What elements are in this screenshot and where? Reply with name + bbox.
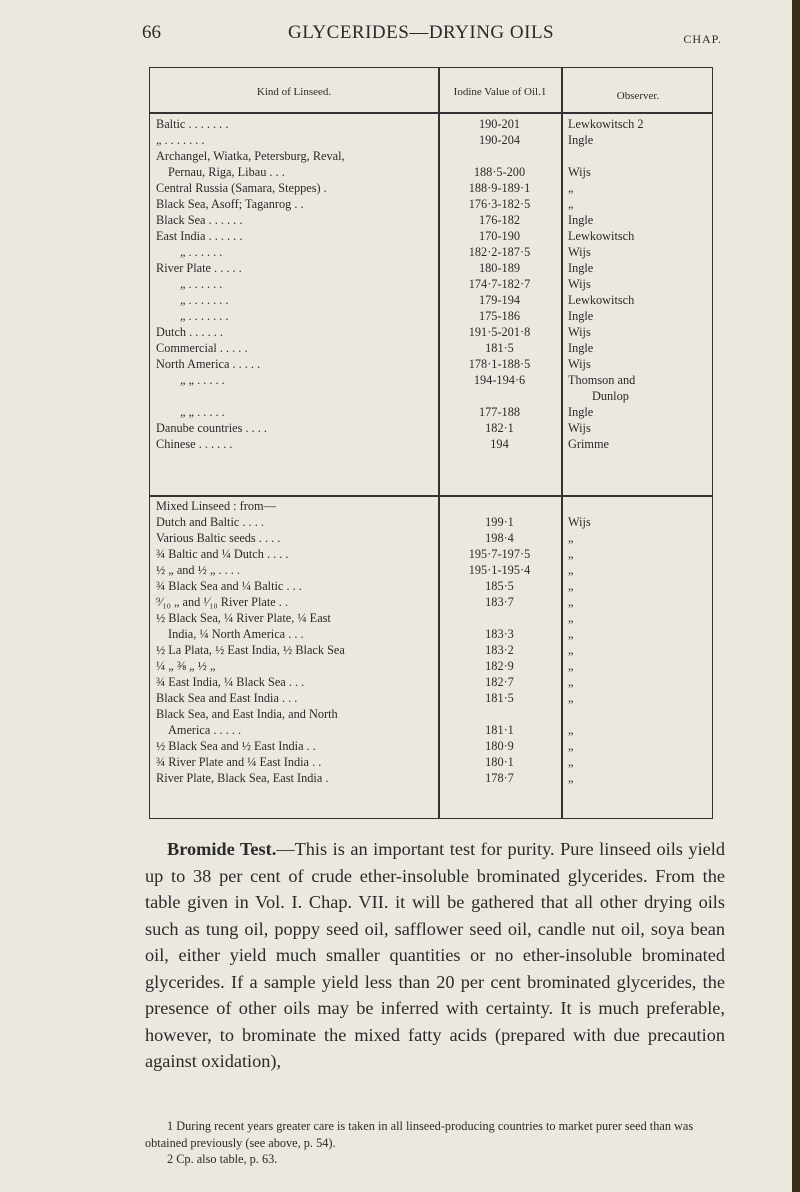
table-row-value: 182·2-187·5 [468, 245, 531, 259]
table-row-kind: Archangel, Wiatka, Petersburg, Reval, [156, 149, 345, 163]
table-row-observer [568, 148, 708, 164]
table-row-kind: India, ¼ North America . . . [168, 627, 304, 641]
table-row-kind: „ . . . . . . . [180, 309, 229, 323]
table-row-kind: ¼ „ ⅜ „ ½ „ [156, 659, 216, 673]
table-row-value: 185·5 [485, 579, 514, 593]
table-row-value: 190-204 [479, 133, 520, 147]
table-row-value: 183·2 [485, 643, 514, 657]
table-row-value: 195·1-195·4 [468, 563, 531, 577]
footnotes [145, 1118, 725, 1168]
table-row-observer: Wijs [568, 245, 591, 259]
table-row-value: 182·1 [485, 421, 514, 435]
table-row-kind: ¾ East India, ¼ Black Sea . . . [156, 675, 305, 689]
table-row-observer: Lewkowitsch 2 [568, 117, 644, 131]
table-row-observer: „ [568, 181, 574, 195]
page-header [142, 22, 722, 52]
table-row-kind: ¾ Baltic and ¼ Dutch . . . . [156, 547, 289, 561]
table-row-observer: „ [568, 675, 574, 689]
table-row-value: 183·3 [485, 627, 514, 641]
body-paragraph [145, 836, 725, 1075]
table-row-value: 180·1 [485, 755, 514, 769]
table-row-observer: Wijs [568, 325, 591, 339]
linseed-iodine-table [149, 67, 713, 819]
table-row-kind: River Plate, Black Sea, East India . [156, 771, 329, 785]
table-row-observer: Thomson and [568, 373, 636, 387]
table-row-kind: Black Sea . . . . . . [156, 213, 243, 227]
table-row-observer: „ [568, 563, 574, 577]
table-row-value: 174·7-182·7 [468, 277, 531, 291]
table-row-observer: Wijs [568, 421, 591, 435]
table-row-value: 198·4 [485, 531, 514, 545]
table-row-value: 178·7 [485, 771, 514, 785]
table-row-observer: „ [568, 659, 574, 673]
table-row-value: 176·3-182·5 [468, 197, 531, 211]
kind-column-section2 [156, 498, 436, 786]
table-row-value: 181·5 [485, 691, 514, 705]
table-row-kind [156, 388, 436, 404]
table-row-value: 188·9-189·1 [468, 181, 531, 195]
table-row-observer: „ [568, 531, 574, 545]
table-row-kind: ½ Black Sea and ½ East India . . [156, 739, 316, 753]
kind-column-section1 [156, 116, 436, 452]
table-row-observer: Grimme [568, 437, 609, 451]
table-row-kind: Chinese . . . . . . [156, 437, 233, 451]
footnote: 2 Cp. also table, p. 63. [167, 1152, 278, 1166]
table-row-observer: Ingle [568, 341, 594, 355]
table-row-kind: ¾ River Plate and ¼ East India . . [156, 755, 322, 769]
table-row-kind: „ „ . . . . . [180, 405, 225, 419]
table-row-value [440, 498, 559, 514]
table-row-kind: Dutch and Baltic . . . . [156, 515, 264, 529]
table-row-kind: Mixed Linseed : from— [156, 499, 276, 513]
table-row-value: 175-186 [479, 309, 520, 323]
table-row-kind: Black Sea, Asoff; Taganrog . . [156, 197, 304, 211]
section-rule [150, 495, 712, 497]
column-divider [561, 68, 563, 818]
table-row-value: 180-189 [479, 261, 520, 275]
table-row-kind: „ . . . . . . . [180, 293, 229, 307]
table-row-observer: „ [568, 771, 574, 785]
table-row-value [440, 388, 559, 404]
running-title: GLYCERIDES—DRYING OILS [288, 22, 555, 43]
table-row-kind: „ . . . . . . [180, 245, 223, 259]
table-row-value [440, 706, 559, 722]
table-row-observer: „ [568, 197, 574, 211]
page-number: 66 [142, 22, 161, 43]
table-row-observer: Lewkowitsch [568, 293, 635, 307]
header-rule [150, 112, 712, 114]
table-row-observer: Ingle [568, 133, 594, 147]
table-row-observer: „ [568, 755, 574, 769]
table-row-kind: Dutch . . . . . . [156, 325, 223, 339]
table-row-kind: River Plate . . . . . [156, 261, 242, 275]
table-row-observer: „ [568, 723, 574, 737]
table-row-kind: „ . . . . . . . [156, 133, 205, 147]
table-row-observer: Ingle [568, 261, 594, 275]
table-row-kind: ½ „ and ½ „ . . . . [156, 563, 241, 577]
iodine-column-section2 [440, 498, 559, 786]
table-row-value: 177-188 [479, 405, 520, 419]
table-row-value: 194-194·6 [473, 373, 526, 387]
table-row-value: 194 [490, 437, 509, 451]
table-row-kind: Various Baltic seeds . . . . [156, 531, 281, 545]
table-row-observer: „ [568, 691, 574, 705]
table-row-kind: Central Russia (Samara, Steppes) . [156, 181, 327, 195]
table-row-observer: „ [568, 739, 574, 753]
table-row-value: 182·7 [485, 675, 514, 689]
table-row-value: 182·9 [485, 659, 514, 673]
page-edge [792, 0, 800, 1192]
table-row-observer: „ [568, 595, 574, 609]
table-row-kind: Pernau, Riga, Libau . . . [168, 165, 285, 179]
footnote: 1 During recent years greater care is taken in all linseed-producing countries to market purer seed than was obtained previously (see above, p. 54). [145, 1119, 694, 1150]
table-row-observer: Wijs [568, 165, 591, 179]
table-row-observer: „ [568, 611, 574, 625]
table-row-kind: America . . . . . [168, 723, 242, 737]
table-row-value: 179-194 [479, 293, 520, 307]
chapter-label: CHAP. [683, 32, 722, 46]
table-row-observer: Wijs [568, 357, 591, 371]
table-row-value: 183·7 [485, 595, 514, 609]
table-row-kind: East India . . . . . . [156, 229, 243, 243]
table-row-kind: Commercial . . . . . [156, 341, 248, 355]
observer-column-section2 [568, 498, 708, 786]
table-row-observer: Wijs [568, 515, 591, 529]
column-header-iodine: Iodine Value of Oil.1 [453, 86, 547, 98]
table-row-kind: ½ La Plata, ½ East India, ½ Black Sea [156, 643, 345, 657]
table-row-kind: Baltic . . . . . . . [156, 117, 229, 131]
table-row-observer [568, 706, 708, 722]
table-row-value: 191·5-201·8 [468, 325, 531, 339]
table-row-observer: Lewkowitsch [568, 229, 635, 243]
table-row-observer [568, 498, 708, 514]
table-row-observer: „ [568, 547, 574, 561]
section-heading: Bromide Test. [167, 839, 277, 859]
table-row-kind: ⁹⁄₁₀ „ and ¹⁄₁₀ River Plate . . [156, 595, 289, 609]
paragraph-text: —This is an important test for purity. Pure linseed oils yield up to 38 per cent of crude ether-insoluble brominated glycerides. From the table given in Vol. I. Chap. VII. it will be gathered that all other drying oils such as tung oil, poppy seed oil, safflower seed oil, candle nut oil, soya bean oil, either yield much smaller quantities or no ether-insoluble brominated glycerides. If a sample yield less than 20 per cent brominated glycerides, the presence of other oils may be inferred with certainty. It is much preferable, however, to brominate the mixed fatty acids (prepared with due precaution against oxidation), [145, 839, 725, 1071]
table-row-value: 181·5 [485, 341, 514, 355]
table-row-value: 195·7-197·5 [468, 547, 531, 561]
table-row-observer: Dunlop [592, 389, 629, 403]
table-row-observer: „ [568, 579, 574, 593]
table-row-kind: „ „ . . . . . [180, 373, 225, 387]
table-row-kind: Black Sea, and East India, and North [156, 707, 338, 721]
column-header-observer: Observer. [616, 90, 660, 102]
table-row-kind: Black Sea and East India . . . [156, 691, 298, 705]
table-row-value: 178·1-188·5 [468, 357, 531, 371]
table-row-value: 190-201 [479, 117, 520, 131]
table-row-value [440, 148, 559, 164]
table-row-kind: „ . . . . . . [180, 277, 223, 291]
table-row-value: 181·1 [485, 723, 514, 737]
table-row-observer: Ingle [568, 309, 594, 323]
iodine-column-section1 [440, 116, 559, 452]
observer-column-section1 [568, 116, 708, 452]
table-row-value: 170-190 [479, 229, 520, 243]
table-row-value: 180·9 [485, 739, 514, 753]
table-row-value: 199·1 [485, 515, 514, 529]
table-row-observer: Wijs [568, 277, 591, 291]
table-row-kind: North America . . . . . [156, 357, 261, 371]
table-row-kind: ¾ Black Sea and ¼ Baltic . . . [156, 579, 302, 593]
table-row-observer: Ingle [568, 213, 594, 227]
table-row-value [440, 610, 559, 626]
table-row-value: 188·5-200 [473, 165, 526, 179]
table-row-value: 176-182 [479, 213, 520, 227]
table-row-observer: „ [568, 643, 574, 657]
table-row-observer: Ingle [568, 405, 594, 419]
table-row-observer: „ [568, 627, 574, 641]
table-row-kind: Danube countries . . . . [156, 421, 267, 435]
table-row-kind: ½ Black Sea, ¼ River Plate, ¼ East [156, 611, 331, 625]
column-header-kind: Kind of Linseed. [256, 86, 332, 98]
